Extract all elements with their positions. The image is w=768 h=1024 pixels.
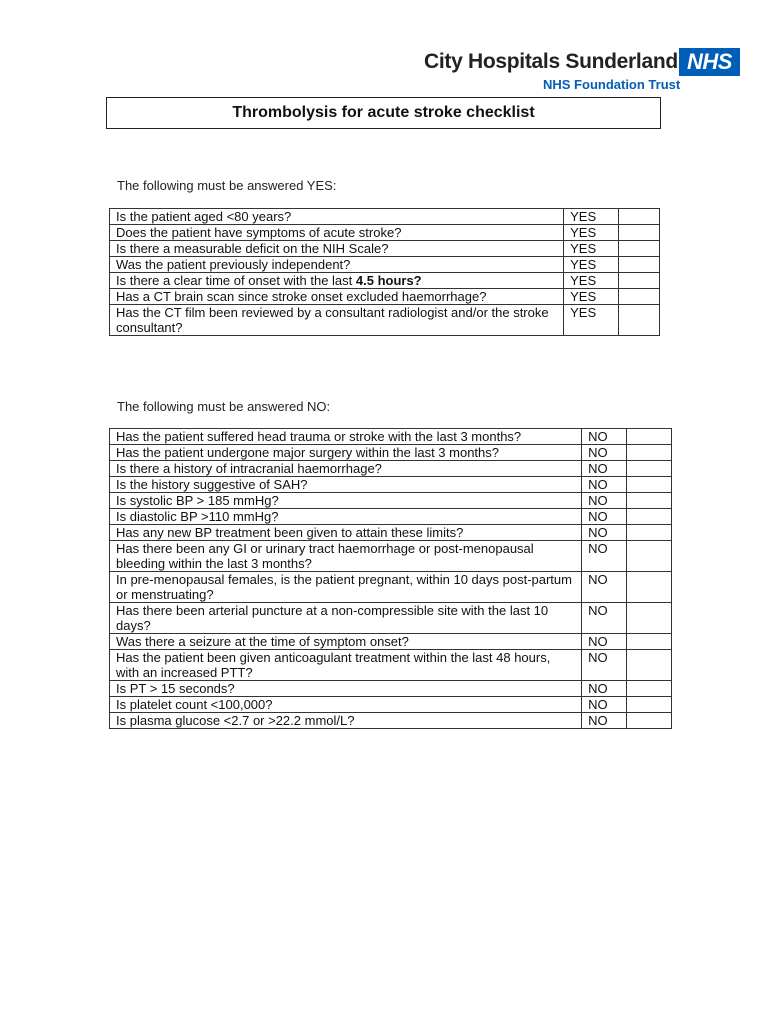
- question-cell: [110, 225, 564, 241]
- hospital-logo: [424, 44, 744, 94]
- yes-checklist-table: [109, 208, 660, 336]
- org-name: City Hospitals Sunderland: [424, 50, 678, 73]
- answer-check-cell[interactable]: [627, 525, 672, 541]
- question-text: Has the patient suffered head trauma or stroke with the last 3 months?: [116, 429, 522, 444]
- nhs-logo-badge: NHS: [679, 48, 740, 76]
- required-answer: YES: [564, 305, 619, 336]
- required-answer: YES: [564, 257, 619, 273]
- yes-checklist-row: [110, 257, 660, 273]
- no-checklist-table: [109, 428, 672, 729]
- question-cell: [110, 634, 582, 650]
- question-text: Has a CT brain scan since stroke onset excluded haemorrhage?: [116, 289, 487, 304]
- answer-check-cell[interactable]: [627, 634, 672, 650]
- no-checklist-row: [110, 429, 672, 445]
- question-text: Is plasma glucose <2.7 or >22.2 mmol/L?: [116, 713, 355, 728]
- yes-instruction: The following must be answered YES:: [117, 178, 337, 193]
- answer-check-cell[interactable]: [627, 541, 672, 572]
- answer-check-cell[interactable]: [619, 225, 660, 241]
- required-answer: NO: [582, 681, 627, 697]
- no-checklist-row: [110, 713, 672, 729]
- question-text: Has the patient been given anticoagulant treatment within the last 48 hours, with an increased PTT?: [116, 650, 551, 680]
- answer-check-cell[interactable]: [619, 241, 660, 257]
- no-checklist-row: [110, 541, 672, 572]
- question-cell: [110, 445, 582, 461]
- required-answer: YES: [564, 273, 619, 289]
- required-answer: YES: [564, 289, 619, 305]
- org-subtitle: NHS Foundation Trust: [543, 77, 681, 92]
- no-checklist-row: [110, 477, 672, 493]
- no-checklist-row: [110, 445, 672, 461]
- question-text: Has there been arterial puncture at a non-compressible site with the last 10 days?: [116, 603, 549, 633]
- yes-checklist-row: [110, 225, 660, 241]
- required-answer: NO: [582, 461, 627, 477]
- required-answer: YES: [564, 225, 619, 241]
- answer-check-cell[interactable]: [627, 477, 672, 493]
- required-answer: NO: [582, 572, 627, 603]
- yes-checklist-row: [110, 289, 660, 305]
- required-answer: NO: [582, 493, 627, 509]
- question-cell: [110, 713, 582, 729]
- yes-checklist-row: [110, 305, 660, 336]
- question-cell: [110, 572, 582, 603]
- answer-check-cell[interactable]: [627, 429, 672, 445]
- no-checklist-row: [110, 493, 672, 509]
- question-cell: [110, 257, 564, 273]
- no-checklist-row: [110, 650, 672, 681]
- question-text: Has the patient undergone major surgery within the last 3 months?: [116, 445, 499, 460]
- required-answer: NO: [582, 509, 627, 525]
- question-cell: [110, 493, 582, 509]
- required-answer: NO: [582, 445, 627, 461]
- answer-check-cell[interactable]: [627, 650, 672, 681]
- question-text: Has any new BP treatment been given to attain these limits?: [116, 525, 464, 540]
- no-checklist-row: [110, 461, 672, 477]
- question-cell: [110, 697, 582, 713]
- no-checklist-row: [110, 509, 672, 525]
- question-cell: [110, 273, 564, 289]
- required-answer: YES: [564, 209, 619, 225]
- question-text: Is there a measurable deficit on the NIH Scale?: [116, 241, 389, 256]
- answer-check-cell[interactable]: [627, 493, 672, 509]
- question-emphasis: 4.5 hours?: [355, 273, 422, 288]
- answer-check-cell[interactable]: [627, 681, 672, 697]
- question-text: Is there a clear time of onset with the last: [116, 273, 356, 288]
- question-text: Has there been any GI or urinary tract haemorrhage or post-menopausal bleeding within the last 3 months?: [116, 541, 534, 571]
- answer-check-cell[interactable]: [627, 572, 672, 603]
- required-answer: NO: [582, 541, 627, 572]
- answer-check-cell[interactable]: [627, 509, 672, 525]
- question-cell: [110, 681, 582, 697]
- required-answer: NO: [582, 603, 627, 634]
- question-cell: [110, 209, 564, 225]
- yes-checklist-row: [110, 209, 660, 225]
- question-cell: [110, 241, 564, 257]
- answer-check-cell[interactable]: [619, 289, 660, 305]
- question-text: Was the patient previously independent?: [116, 257, 351, 272]
- required-answer: NO: [582, 429, 627, 445]
- question-text: Is platelet count <100,000?: [116, 697, 273, 712]
- question-cell: [110, 289, 564, 305]
- question-cell: [110, 509, 582, 525]
- question-text: Is the history suggestive of SAH?: [116, 477, 308, 492]
- no-checklist-row: [110, 603, 672, 634]
- question-cell: [110, 650, 582, 681]
- required-answer: NO: [582, 477, 627, 493]
- required-answer: NO: [582, 525, 627, 541]
- answer-check-cell[interactable]: [627, 713, 672, 729]
- question-cell: [110, 305, 564, 336]
- question-text: Is there a history of intracranial haemorrhage?: [116, 461, 382, 476]
- answer-check-cell[interactable]: [627, 445, 672, 461]
- answer-check-cell[interactable]: [627, 461, 672, 477]
- question-text: Is the patient aged <80 years?: [116, 209, 292, 224]
- document-title: Thrombolysis for acute stroke checklist: [106, 97, 661, 129]
- required-answer: NO: [582, 713, 627, 729]
- question-cell: [110, 525, 582, 541]
- yes-checklist-row: [110, 273, 660, 289]
- no-checklist-row: [110, 525, 672, 541]
- answer-check-cell[interactable]: [619, 273, 660, 289]
- question-text: In pre-menopausal females, is the patient pregnant, within 10 days post-partum or menstruating?: [116, 572, 572, 602]
- required-answer: YES: [564, 241, 619, 257]
- required-answer: NO: [582, 697, 627, 713]
- answer-check-cell[interactable]: [619, 305, 660, 336]
- question-cell: [110, 461, 582, 477]
- answer-check-cell[interactable]: [627, 603, 672, 634]
- answer-check-cell[interactable]: [619, 209, 660, 225]
- answer-check-cell[interactable]: [619, 257, 660, 273]
- no-checklist-row: [110, 681, 672, 697]
- question-cell: [110, 477, 582, 493]
- question-cell: [110, 429, 582, 445]
- yes-checklist-row: [110, 241, 660, 257]
- required-answer: NO: [582, 650, 627, 681]
- question-text: Has the CT film been reviewed by a consultant radiologist and/or the stroke consultant?: [116, 305, 549, 335]
- question-text: Does the patient have symptoms of acute stroke?: [116, 225, 402, 240]
- question-cell: [110, 541, 582, 572]
- required-answer: NO: [582, 634, 627, 650]
- question-cell: [110, 603, 582, 634]
- question-text: Is PT > 15 seconds?: [116, 681, 235, 696]
- no-checklist-row: [110, 697, 672, 713]
- answer-check-cell[interactable]: [627, 697, 672, 713]
- no-checklist-row: [110, 572, 672, 603]
- question-text: Is systolic BP > 185 mmHg?: [116, 493, 279, 508]
- no-instruction: The following must be answered NO:: [117, 399, 331, 414]
- question-text: Is diastolic BP >110 mmHg?: [116, 509, 279, 524]
- question-text: Was there a seizure at the time of symptom onset?: [116, 634, 409, 649]
- no-checklist-row: [110, 634, 672, 650]
